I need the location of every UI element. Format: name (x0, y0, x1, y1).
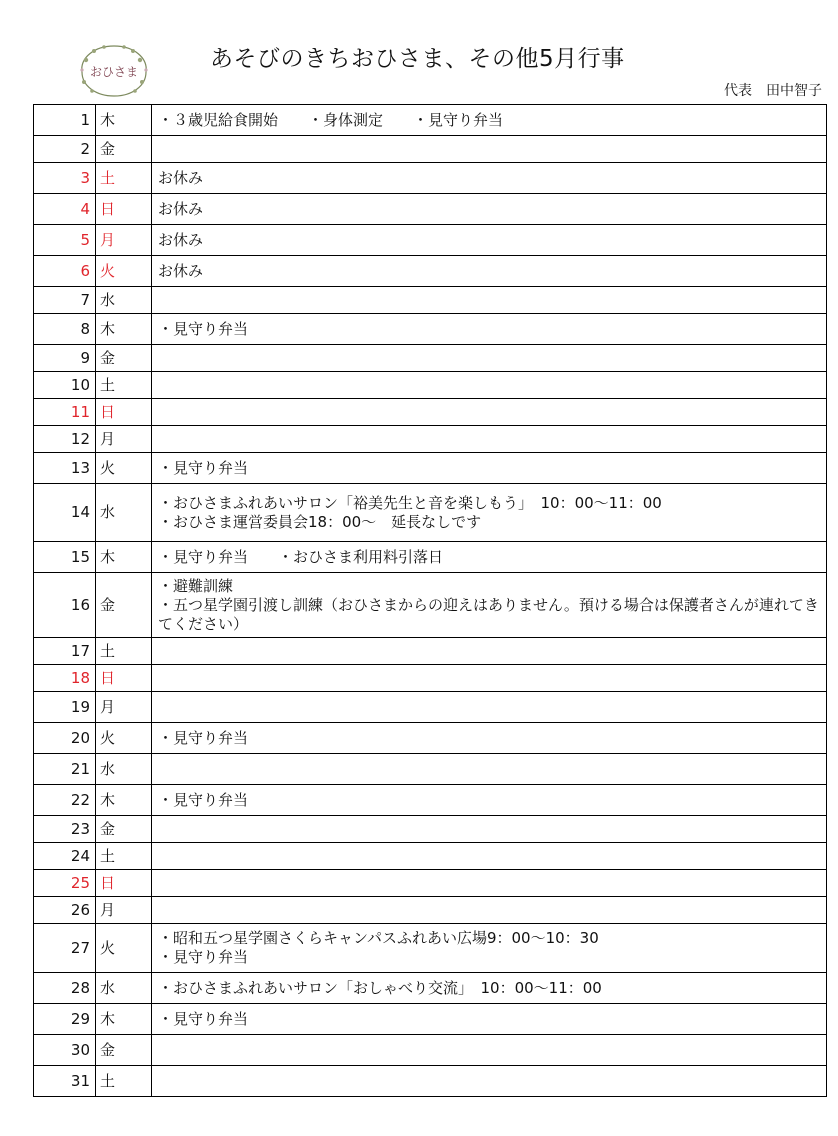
day-number: 7 (34, 287, 96, 314)
events-cell (152, 638, 827, 665)
weekday: 金 (96, 136, 152, 163)
event-text: ・見守り弁当 (158, 948, 249, 966)
weekday: 水 (96, 973, 152, 1004)
events-cell (152, 573, 827, 638)
day-number: 30 (34, 1035, 96, 1066)
day-number: 13 (34, 453, 96, 484)
events-cell (152, 314, 827, 345)
event-text: ・見守り弁当 (158, 319, 249, 338)
events-cell (152, 1035, 827, 1066)
day-number: 29 (34, 1004, 96, 1035)
event-text: ・昭和五つ星学園さくらキャンパスふれあい広場9：00～10：30 (158, 929, 599, 947)
calendar-row (34, 136, 827, 163)
calendar-row (34, 194, 827, 225)
calendar-row (34, 426, 827, 453)
calendar-row (34, 287, 827, 314)
events-cell (152, 692, 827, 723)
calendar-row (34, 453, 827, 484)
calendar-row (34, 399, 827, 426)
events-cell (152, 426, 827, 453)
day-number: 8 (34, 314, 96, 345)
day-number: 14 (34, 484, 96, 542)
day-number: 19 (34, 692, 96, 723)
weekday: 月 (96, 692, 152, 723)
events-cell (152, 973, 827, 1004)
day-number: 6 (34, 256, 96, 287)
weekday: 金 (96, 573, 152, 638)
weekday: 日 (96, 399, 152, 426)
day-number: 22 (34, 785, 96, 816)
calendar-row (34, 163, 827, 194)
event-text: ・見守り弁当 (158, 728, 249, 747)
events-cell (152, 345, 827, 372)
calendar-row (34, 314, 827, 345)
calendar-row (34, 484, 827, 542)
calendar-row (34, 973, 827, 1004)
calendar-row (34, 843, 827, 870)
event-text: ・おひさま運営委員会18：00～ 延長なしです (158, 512, 482, 531)
weekday: 水 (96, 287, 152, 314)
weekday: 土 (96, 638, 152, 665)
event-text: お休み (158, 199, 204, 218)
weekday: 火 (96, 723, 152, 754)
events-cell (152, 665, 827, 692)
weekday: 日 (96, 870, 152, 897)
event-text: ・見守り弁当 (158, 790, 249, 809)
events-cell (152, 924, 827, 973)
calendar-row (34, 665, 827, 692)
weekday: 月 (96, 426, 152, 453)
weekday: 金 (96, 816, 152, 843)
day-number: 5 (34, 225, 96, 256)
weekday: 月 (96, 897, 152, 924)
day-number: 16 (34, 573, 96, 638)
events-cell (152, 136, 827, 163)
events-cell (152, 287, 827, 314)
event-text: ・おひさまふれあいサロン「裕美先生と音を楽しもう」 10：00～11：00 (158, 493, 662, 512)
weekday: 土 (96, 843, 152, 870)
calendar-row (34, 372, 827, 399)
day-number: 2 (34, 136, 96, 163)
weekday: 土 (96, 372, 152, 399)
events-cell (152, 843, 827, 870)
day-number: 4 (34, 194, 96, 225)
calendar-row (34, 256, 827, 287)
event-text: ・五つ星学園引渡し訓練（おひさまからの迎えはありません。預ける場合は保護者さんが連れてきてください） (158, 595, 819, 633)
day-number: 10 (34, 372, 96, 399)
calendar-row (34, 897, 827, 924)
event-text: ・３歳児給食開始 ・身体測定 ・見守り弁当 (158, 110, 504, 129)
weekday: 火 (96, 256, 152, 287)
weekday: 木 (96, 785, 152, 816)
day-number: 31 (34, 1066, 96, 1097)
day-number: 20 (34, 723, 96, 754)
events-cell (152, 816, 827, 843)
events-cell (152, 399, 827, 426)
events-cell (152, 785, 827, 816)
events-cell (152, 723, 827, 754)
calendar-row (34, 785, 827, 816)
logo-wreath-icon (70, 38, 158, 104)
weekday: 木 (96, 1004, 152, 1035)
weekday: 日 (96, 194, 152, 225)
day-number: 9 (34, 345, 96, 372)
event-text: お休み (158, 261, 204, 280)
svg-text:おひさま: おひさま (89, 65, 139, 79)
calendar-row (34, 638, 827, 665)
weekday: 土 (96, 1066, 152, 1097)
calendar-row (34, 573, 827, 638)
calendar-row (34, 345, 827, 372)
weekday: 金 (96, 345, 152, 372)
day-number: 11 (34, 399, 96, 426)
events-cell (152, 163, 827, 194)
event-text: ・見守り弁当 (158, 458, 249, 477)
page-title: あそびのきちおひさま、その他5月行事 (210, 46, 625, 72)
representative-name: 代表 田中智子 (724, 83, 822, 99)
calendar-row (34, 870, 827, 897)
events-cell (152, 453, 827, 484)
weekday: 火 (96, 924, 152, 973)
day-number: 26 (34, 897, 96, 924)
calendar-row (34, 225, 827, 256)
events-cell (152, 372, 827, 399)
calendar-row (34, 1066, 827, 1097)
events-cell (152, 105, 827, 136)
day-number: 17 (34, 638, 96, 665)
weekday: 木 (96, 314, 152, 345)
calendar-table (33, 104, 827, 1097)
events-cell (152, 870, 827, 897)
event-text: ・見守り弁当 ・おひさま利用料引落日 (158, 547, 444, 566)
events-cell (152, 194, 827, 225)
day-number: 27 (34, 924, 96, 973)
weekday: 木 (96, 105, 152, 136)
events-cell (152, 1066, 827, 1097)
calendar-row (34, 542, 827, 573)
weekday: 日 (96, 665, 152, 692)
calendar-row (34, 723, 827, 754)
weekday: 土 (96, 163, 152, 194)
calendar-row (34, 816, 827, 843)
event-text: ・避難訓練 (158, 576, 234, 595)
day-number: 1 (34, 105, 96, 136)
day-number: 3 (34, 163, 96, 194)
day-number: 21 (34, 754, 96, 785)
day-number: 28 (34, 973, 96, 1004)
logo (70, 38, 158, 104)
day-number: 18 (34, 665, 96, 692)
day-number: 25 (34, 870, 96, 897)
event-text: お休み (158, 230, 204, 249)
events-cell (152, 542, 827, 573)
calendar-row (34, 1004, 827, 1035)
day-number: 23 (34, 816, 96, 843)
calendar-row (34, 692, 827, 723)
day-number: 24 (34, 843, 96, 870)
weekday: 水 (96, 754, 152, 785)
weekday: 木 (96, 542, 152, 573)
events-cell (152, 484, 827, 542)
weekday: 水 (96, 484, 152, 542)
events-cell (152, 754, 827, 785)
calendar-row (34, 105, 827, 136)
weekday: 金 (96, 1035, 152, 1066)
event-text: ・おひさまふれあいサロン「おしゃべり交流」 10：00～11：00 (158, 978, 602, 997)
weekday: 火 (96, 453, 152, 484)
weekday: 月 (96, 225, 152, 256)
events-cell (152, 1004, 827, 1035)
day-number: 15 (34, 542, 96, 573)
event-text: ・見守り弁当 (158, 1009, 249, 1028)
day-number: 12 (34, 426, 96, 453)
events-cell (152, 225, 827, 256)
calendar-row (34, 754, 827, 785)
calendar-row (34, 1035, 827, 1066)
calendar-row (34, 924, 827, 973)
events-cell (152, 897, 827, 924)
event-text: お休み (158, 168, 204, 187)
events-cell (152, 256, 827, 287)
